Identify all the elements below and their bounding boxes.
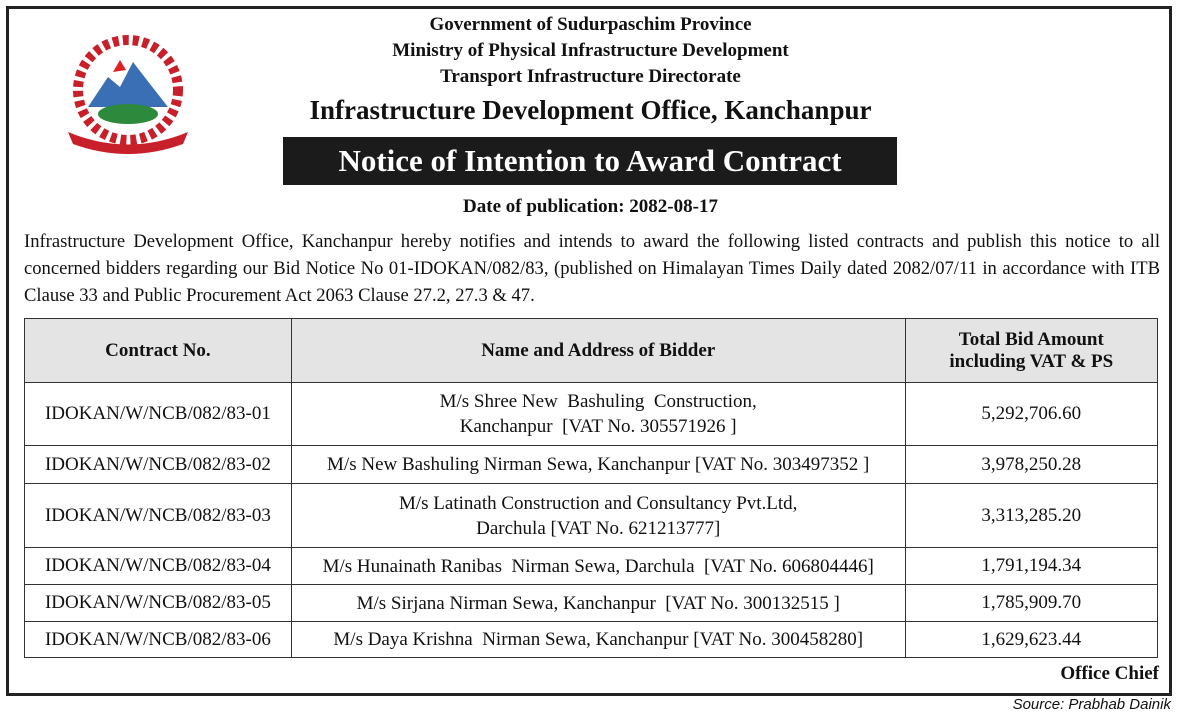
header-government: Government of Sudurpaschim Province: [429, 14, 752, 35]
table-row: [25, 622, 1158, 658]
table-row: [25, 383, 1158, 446]
bidder-name: M/s New Bashuling Nirman Sewa, Kanchanpur [VAT No. 303497352 ]: [327, 454, 870, 475]
table-header-row: [25, 319, 1158, 383]
header-directorate: Transport Infrastructure Directorate: [440, 66, 741, 87]
table-row: [25, 446, 1158, 484]
bidder-cell: [291, 548, 905, 585]
bidder-name: M/s Hunainath Ranibas Nirman Sewa, Darchula [VAT No. 606804446]: [322, 555, 874, 577]
bidder-cell: [291, 484, 905, 548]
bidder-cell: [291, 622, 905, 658]
header-contract-no: Contract No.: [25, 319, 292, 383]
bidder-cell: [291, 585, 905, 622]
signature-office-chief: Office Chief: [1060, 663, 1159, 684]
header-amount: Total Bid Amount including VAT & PS: [905, 319, 1157, 383]
notice-title: Notice of Intention to Award Contract: [283, 137, 897, 185]
header-office: Infrastructure Development Office, Kanchanpur: [309, 95, 872, 125]
publication-date: Date of publication: 2082-08-17: [463, 196, 718, 217]
bid-amount: 1,629,623.44: [905, 622, 1157, 658]
bid-amount: 5,292,706.60: [905, 383, 1157, 446]
bid-amount: 3,978,250.28: [905, 446, 1157, 484]
contract-no: IDOKAN/W/NCB/082/83-05: [25, 585, 292, 622]
bidder-name: M/s Shree New Bashuling Construction,: [439, 391, 757, 412]
table-row: [25, 484, 1158, 548]
bid-amount: 1,785,909.70: [905, 585, 1157, 622]
header-bidder: Name and Address of Bidder: [291, 319, 905, 383]
table-row: [25, 548, 1158, 585]
table-row: [25, 585, 1158, 622]
bidder-name: M/s Daya Krishna Nirman Sewa, Kanchanpur [VAT No. 300458280]: [333, 629, 864, 650]
bidder-name: M/s Sirjana Nirman Sewa, Kanchanpur [VAT No. 300132515 ]: [356, 592, 840, 614]
bidder-name: M/s Latinath Construction and Consultancy Pvt.Ltd,: [398, 492, 798, 514]
contract-no: IDOKAN/W/NCB/082/83-03: [25, 484, 292, 548]
contract-no: IDOKAN/W/NCB/082/83-02: [25, 446, 292, 484]
contracts-table: [24, 318, 1158, 658]
header-ministry: Ministry of Physical Infrastructure Development: [392, 40, 789, 61]
bid-amount: 3,313,285.20: [905, 484, 1157, 548]
contract-no: IDOKAN/W/NCB/082/83-04: [25, 548, 292, 585]
contract-no: IDOKAN/W/NCB/082/83-01: [25, 383, 292, 446]
bidder-address: Kanchanpur [VAT No. 305571926 ]: [459, 416, 737, 437]
bidder-cell: [291, 383, 905, 446]
contract-no: IDOKAN/W/NCB/082/83-06: [25, 622, 292, 658]
bidder-cell: [291, 446, 905, 484]
bidder-address: Darchula [VAT No. 621213777]: [476, 517, 721, 539]
bid-amount: 1,791,194.34: [905, 548, 1157, 585]
source-credit: Source: Prabhab Dainik: [1012, 696, 1171, 713]
notice-body: Infrastructure Development Office, Kanchanpur hereby notifies and intends to award the following listed contracts and publish this notice to all concerned bidders regarding our Bid Notice No 01-IDOKAN/082/83, (published on Himalayan Times Daily dated 2082/07/11 in accordance with ITB Clause 33 and Public Procurement Act 2063 Clause 27.2, 27.3 & 47.: [24, 231, 1160, 306]
